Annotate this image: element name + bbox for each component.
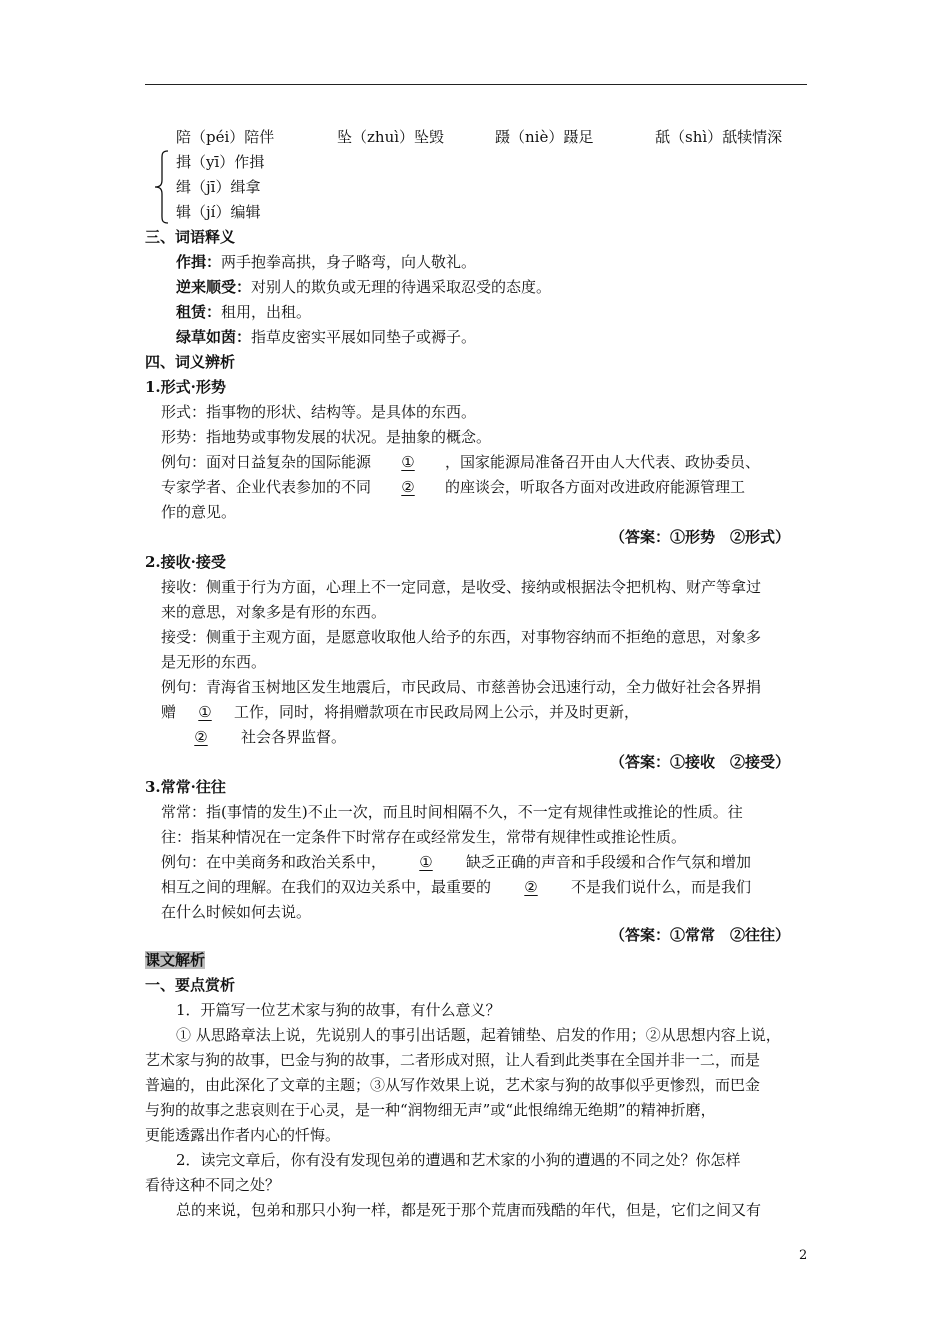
term-def: 对别人的欺负或无理的待遇采取忍受的态度。 xyxy=(251,278,552,296)
entry-3-title: 3.常常·往往 xyxy=(145,778,226,796)
fill-blank-2: ② xyxy=(401,478,415,496)
text-run: 例句：在中美商务和政治关系中， xyxy=(161,853,387,871)
curly-brace-icon xyxy=(154,150,170,224)
answer-1: （答案：①形势 ②形式） xyxy=(610,528,791,546)
entry-3-line: 在什么时候如何去说。 xyxy=(161,903,312,921)
question-2-cont: 看待这种不同之处？ xyxy=(145,1176,281,1194)
term: 租赁： xyxy=(176,303,222,321)
text-run: 专家学者、企业代表参加的不同 xyxy=(161,478,372,496)
term-entry xyxy=(176,326,476,348)
term: 作揖： xyxy=(176,253,222,271)
text-run: 工作，同时，将捐赠款项在市民政局网上公示，并及时更新， xyxy=(234,703,640,721)
answer-paragraph-line: 艺术家与狗的故事，巴金与狗的故事，二者形成对照，让人看到此类事在全国并非一二，而是 xyxy=(145,1051,761,1069)
term: 逆来顺受： xyxy=(176,278,252,296)
section-3-title: 三、词语释义 xyxy=(145,228,236,246)
pron-group-ji1: 缉（jī）缉拿 xyxy=(176,178,261,196)
entry-2-line: 接收：侧重于行为方面，心理上不一定同意，是收受、接纳或根据法令把机构、财产等拿过 xyxy=(161,578,762,596)
entry-2-line: 接受：侧重于主观方面，是愿意收取他人给予的东西，对事物容纳而不拒绝的意思，对象多 xyxy=(161,628,762,646)
term: 绿草如茵： xyxy=(176,328,252,346)
pron-item-nie: 蹑（niè）蹑足 xyxy=(495,128,594,146)
answer-paragraph-line: 更能透露出作者内心的忏悔。 xyxy=(145,1126,341,1144)
text-run: 相互之间的理解。在我们的双边关系中，最重要的 xyxy=(161,878,492,896)
entry-3-line: 往：指某种情况在一定条件下时常存在或经常发生，常带有规律性或推论性质。 xyxy=(161,828,687,846)
term-def: 两手抱拳高拱，身子略弯，向人敬礼。 xyxy=(221,253,477,271)
pron-item-zhui: 坠（zhuì）坠毁 xyxy=(337,128,445,146)
entry-2-line xyxy=(161,701,639,723)
entry-2-line: 例句：青海省玉树地区发生地震后，市民政局、市慈善协会迅速行动，全力做好社会各界捐 xyxy=(161,678,762,696)
pron-group-ji2: 辑（jí）编辑 xyxy=(176,203,261,221)
fill-blank-1: ① xyxy=(401,453,415,471)
question-2: 2．读完文章后，你有没有发现包弟的遭遇和艺术家的小狗的遭遇的不同之处？你怎样 xyxy=(176,1151,741,1169)
answer-paragraph-line: 与狗的故事之悲哀则在于心灵，是一种“润物细无声”或“此恨绵绵无绝期”的精神折磨， xyxy=(145,1101,716,1119)
entry-1-line xyxy=(161,451,760,473)
entry-1-line: 形式：指事物的形状、结构等。是具体的东西。 xyxy=(161,403,477,421)
fill-blank-2: ② xyxy=(524,878,538,896)
term-entry xyxy=(176,276,551,298)
text-run: 例句：面对日益复杂的国际能源 xyxy=(161,453,372,471)
pron-group-yi: 揖（yī）作揖 xyxy=(176,153,265,171)
term-entry xyxy=(176,251,476,273)
answer-3: （答案：①常常 ②往往） xyxy=(610,926,791,944)
entry-1-line: 作的意见。 xyxy=(161,503,237,521)
answer-paragraph-line: ① 从思路章法上说，先说别人的事引出话题，起着铺垫、启发的作用；②从思想内容上说， xyxy=(176,1026,781,1044)
entry-1-line: 形势：指地势或事物发展的状况。是抽象的概念。 xyxy=(161,428,492,446)
highlighted-heading: 课文解析 xyxy=(145,951,206,969)
header-rule xyxy=(145,84,807,85)
entry-2-title: 2.接收·接受 xyxy=(145,553,226,571)
entry-3-line xyxy=(161,876,751,898)
answer-paragraph-line: 总的来说，包弟和那只小狗一样，都是死于那个荒唐而残酷的年代，但是，它们之间又有 xyxy=(176,1201,762,1219)
analysis-heading xyxy=(145,949,205,971)
text-run: 不是我们说什么，而是我们 xyxy=(571,878,752,896)
fill-blank-2: ② xyxy=(194,728,208,746)
entry-2-line: 是无形的东西。 xyxy=(161,653,267,671)
term-def: 租用，出租。 xyxy=(221,303,312,321)
fill-blank-1: ① xyxy=(198,703,212,721)
entry-2-line: 来的意思，对象多是有形的东西。 xyxy=(161,603,387,621)
entry-3-line: 常常：指(事情的发生)不止一次，而且时间相隔不久，不一定有规律性或推论的性质。往 xyxy=(161,803,743,821)
answer-paragraph-line: 普遍的，由此深化了文章的主题；③从写作效果上说，艺术家与狗的故事似乎更惨烈，而巴金 xyxy=(145,1076,761,1094)
analysis-subheading: 一、要点赏析 xyxy=(145,976,236,994)
text-run: 的座谈会，听取各方面对改进政府能源管理工 xyxy=(445,478,746,496)
question-1: 1．开篇写一位艺术家与狗的故事，有什么意义？ xyxy=(176,1001,501,1019)
entry-3-line xyxy=(161,851,751,873)
pron-item-pei: 陪（péi）陪伴 xyxy=(176,128,275,146)
answer-2: （答案：①接收 ②接受） xyxy=(610,753,791,771)
text-run: ，国家能源局准备召开由人大代表、政协委员、 xyxy=(445,453,761,471)
term-entry xyxy=(176,301,311,323)
text-run: 社会各界监督。 xyxy=(241,728,347,746)
pron-item-shi: 舐（shì）舐犊情深 xyxy=(655,128,783,146)
entry-1-title: 1.形式·形势 xyxy=(145,378,226,396)
section-4-title: 四、词义辨析 xyxy=(145,353,236,371)
entry-2-line xyxy=(161,726,346,748)
term-def: 指草皮密实平展如同垫子或褥子。 xyxy=(251,328,477,346)
text-run: 赠 xyxy=(161,703,177,721)
entry-1-line xyxy=(161,476,745,498)
page-number: 2 xyxy=(799,1248,808,1263)
fill-blank-1: ① xyxy=(419,853,433,871)
text-run: 缺乏正确的声音和手段缓和合作气氛和增加 xyxy=(466,853,752,871)
